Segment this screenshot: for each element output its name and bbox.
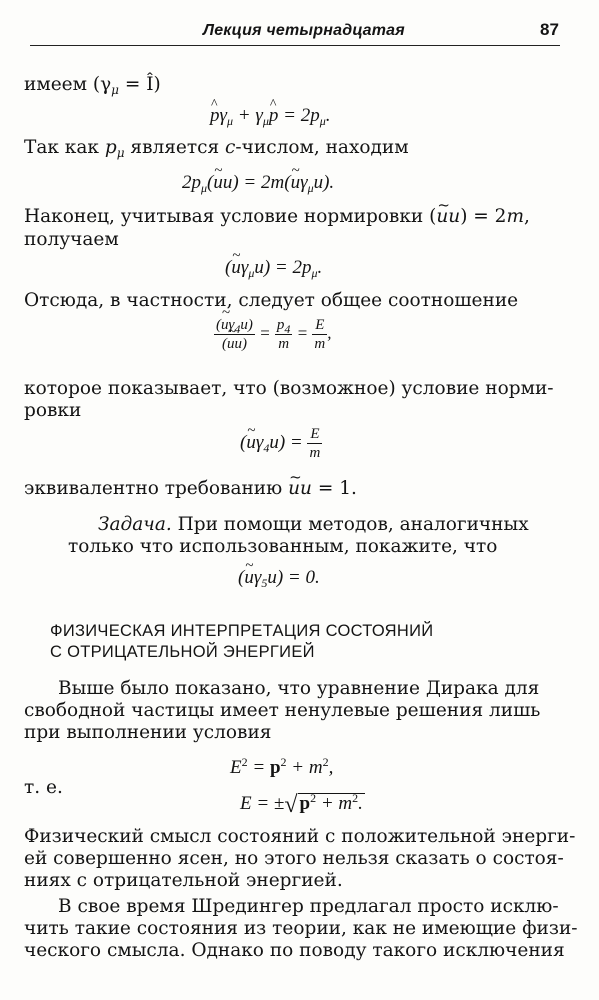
text-line: Выше было показано, что уравнение Дирака для bbox=[58, 678, 540, 699]
equation-gamma5: (~ $u\gamma_5u) = 0$. bbox=[238, 567, 320, 589]
text-line: т. е. bbox=[24, 777, 63, 798]
section-heading: С ОТРИЦАТЕЛЬНОЙ ЭНЕРГИЕЙ bbox=[50, 643, 315, 661]
text-line: свободной частицы имеет ненулевые решения лишь bbox=[24, 700, 541, 721]
equation-normalization-relation: $2p_\mu(\sim$ uu) = 2m(~ $u\gamma_\mu u$). bbox=[182, 172, 334, 194]
text-line: получаем bbox=[24, 229, 119, 250]
text-line: ей совершенно ясен, но этого нельзя сказать о состоя- bbox=[24, 848, 564, 869]
text-line: ровки bbox=[24, 400, 82, 421]
section-heading: ФИЗИЧЕСКАЯ ИНТЕРПРЕТАЦИЯ СОСТОЯНИЙ bbox=[50, 622, 434, 640]
text-line: В свое время Шредингер предлагал просто исклю- bbox=[58, 896, 559, 917]
text-line: только что использованным, покажите, что bbox=[68, 536, 498, 557]
text-line: при выполнении условия bbox=[24, 722, 272, 743]
text-line: эквивалентно требованию ~ uu = 1. bbox=[24, 478, 357, 500]
text-line: которое показывает, что (возможное) условие норми- bbox=[24, 378, 554, 399]
equation-possible-normalization: (~ $u\gamma_4u$) = $\frac{E}{m}$ bbox=[240, 425, 322, 462]
running-header-title: Лекция четырнадцатая bbox=[203, 22, 405, 39]
text-line: ниях с отрицательной энергией. bbox=[24, 870, 343, 891]
equation-current-momentum: (~ $u\gamma_\mu u) = 2p_\mu$. bbox=[225, 257, 322, 279]
text-line: Так как $p_\mu$ является c-числом, находим bbox=[24, 137, 409, 160]
equation-anticommutator: ^ $p\gamma_\mu$ + $\gamma_\mu\^{}$ $p = 2p_\mu$. bbox=[210, 105, 330, 127]
header-rule bbox=[30, 45, 560, 46]
problem-statement: Задача. При помощи методов, аналогичных bbox=[98, 514, 529, 535]
text-line: чить такие состояния из теории, как не имеющие физи- bbox=[24, 918, 578, 939]
text-line: имеем ($\gamma_\mu$ = Î) bbox=[24, 74, 161, 97]
text-line: Отсюда, в частности, следует общее соотношение bbox=[24, 290, 519, 311]
text-line: ческого смысла. Однако по поводу такого исключения bbox=[24, 940, 565, 961]
page-number: 87 bbox=[540, 20, 559, 39]
equation-ratio: $\frac{(\sim u\gamma_4u)}{(\sim uu)}$ = $\frac{p_4}{m}$ = $\frac{E}{m}$ , bbox=[214, 316, 331, 353]
equation-energy-sqrt: E = ±√ $p^2 + m^2$. bbox=[240, 791, 363, 818]
equation-energy-momentum: $E^2 = p^2 + m^2$, bbox=[230, 755, 334, 778]
text-line: Физический смысл состояний с положительной энерги- bbox=[24, 826, 576, 847]
text-line: Наконец, учитывая условие нормировки (~ uu) = 2m, bbox=[24, 206, 530, 228]
